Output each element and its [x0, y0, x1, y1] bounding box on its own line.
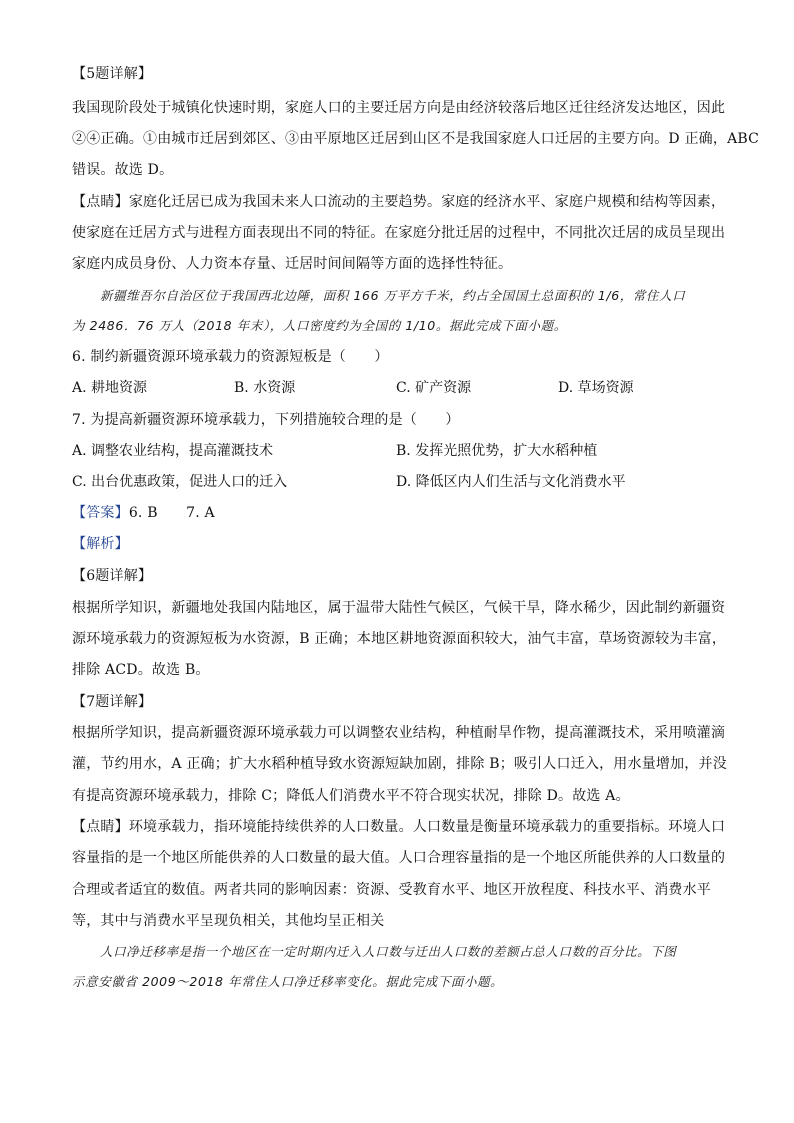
- q6-detail-line-3: 排除 ACD。故选 B。: [72, 662, 210, 678]
- q6-option-d: D. 草场资源: [558, 380, 634, 396]
- q5-point-line-3: 家庭内成员身份、人力资本存量、迁居时间间隔等方面的选择性特征。: [72, 256, 513, 272]
- q5-point-text-1: 家庭化迁居已成为我国未来人口流动的主要趋势。家庭的经济水平、家庭户规模和结构等因素，: [128, 194, 726, 210]
- q7-point-label: 【点睛】: [72, 819, 129, 835]
- q5-detail-heading: 【5题详解】: [72, 66, 153, 82]
- q6-detail-line-2: 源环境承载力的资源短板为水资源，B 正确；本地区耕地资源面积较大，油气丰富，草场资源较为丰富，: [72, 631, 727, 647]
- q7-detail-heading: 【7题详解】: [72, 694, 153, 710]
- material-anhui-line-1: 人口净迁移率是指一个地区在一定时期内迁入人口数与迁出人口数的差额占总人口数的百分比。下图: [100, 944, 677, 959]
- q7-detail-line-1: 根据所学知识，提高新疆资源环境承载力可以调整农业结构，种植耐旱作物，提高灌溉技术，采用喷灌滴: [72, 725, 726, 741]
- q7-detail-line-2: 灌，节约用水，A 正确；扩大水稻种植导致水资源短缺加剧，排除 B；吸引人口迁入，用水量增加，并没: [72, 756, 727, 772]
- q6-detail-line-1: 根据所学知识，新疆地处我国内陆地区，属于温带大陆性气候区，气候干旱，降水稀少，因此制约新疆资: [72, 600, 726, 616]
- q7-stem: 7. 为提高新疆资源环境承载力，下列措施较合理的是（ ）: [72, 412, 460, 428]
- q6-option-a: A. 耕地资源: [72, 380, 148, 396]
- q6-option-c: C. 矿产资源: [396, 380, 472, 396]
- q6-stem: 6. 制约新疆资源环境承载力的资源短板是（ ）: [72, 349, 389, 365]
- q7-option-d: D. 降低区内人们生活与文化消费水平: [396, 474, 626, 490]
- q5-point-label: 【点睛】: [72, 194, 129, 210]
- answer-text: 6. B 7. A: [128, 505, 215, 521]
- q7-option-b: B. 发挥光照优势，扩大水稻种植: [396, 443, 598, 459]
- q7-point-line-2: 容量指的是一个地区所能供养的人口数量的最大值。人口合理容量指的是一个地区所能供养的人口数量的: [72, 850, 726, 866]
- q7-option-a: A. 调整农业结构，提高灌溉技术: [72, 443, 274, 459]
- answer-line: [72, 503, 732, 523]
- material-xinjiang-line-2: 为 2486．76 万人（2018 年末），人口密度约为全国的 1/10。据此完成下面小题。: [72, 318, 567, 333]
- answer-label: 【答案】: [72, 505, 129, 521]
- material-xinjiang-line-1: 新疆维吾尔自治区位于我国西北边陲，面积 166 万平方千米，约占全国国土总面积的 1/6，常住人口: [100, 288, 686, 303]
- q7-point-text-1: 环境承载力，指环境能持续供养的人口数量。人口数量是衡量环境承载力的重要指标。环境人口: [128, 819, 726, 835]
- q5-detail-line-1: 我国现阶段处于城镇化快速时期，家庭人口的主要迁居方向是由经济较落后地区迁往经济发达地区，因此: [72, 100, 726, 116]
- q5-detail-line-3: 错误。故选 D。: [72, 162, 174, 178]
- q5-detail-line-2: ②④正确。①由城市迁居到郊区、③由平原地区迁居到山区不是我国家庭人口迁居的主要方向。D 正确，ABC: [72, 131, 760, 147]
- q7-point-line-1: [72, 817, 732, 837]
- q7-option-c: C. 出台优惠政策，促进人口的迁入: [72, 474, 288, 490]
- material-anhui-line-2: 示意安徽省 2009～2018 年常住人口净迁移率变化。据此完成下面小题。: [72, 974, 504, 989]
- q7-point-line-4: 等，其中与消费水平呈现负相关，其他均呈正相关: [72, 913, 385, 929]
- q7-point-line-3: 合理或者适宜的数值。两者共同的影响因素：资源、受教育水平、地区开放程度、科技水平、消费水平: [72, 882, 711, 898]
- q6-option-b: B. 水资源: [234, 380, 296, 396]
- q5-point-line-1: [72, 192, 732, 212]
- q6-detail-heading: 【6题详解】: [72, 568, 153, 584]
- q5-point-line-2: 使家庭在迁居方式与进程方面表现出不同的特征。在家庭分批迁居的过程中，不同批次迁居的成员呈现出: [72, 225, 726, 241]
- analysis-label: 【解析】: [72, 536, 129, 552]
- q7-detail-line-3: 有提高资源环境承载力，排除 C；降低人们消费水平不符合现实状况，排除 D。故选 A。: [72, 788, 630, 804]
